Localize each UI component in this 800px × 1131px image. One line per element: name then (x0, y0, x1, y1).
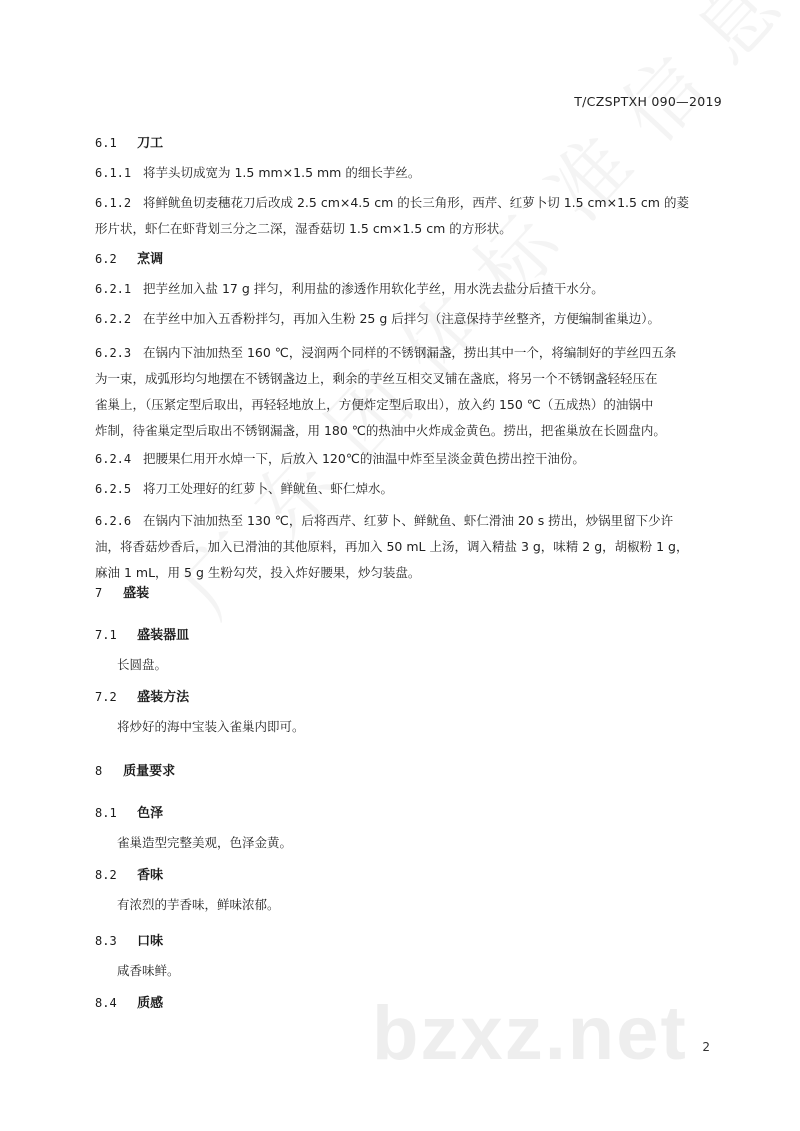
clause-number: 6.1.2 (95, 196, 132, 210)
section-7-heading (95, 580, 709, 607)
clause-number: 6.2.3 (95, 346, 132, 360)
clause-6-2-1 (95, 276, 709, 302)
section-7-2-heading (95, 684, 709, 711)
clause-text: 在芋丝中加入五香粉拌匀，再加入生粉 25 g 后拌匀（注意保持芋丝整齐，方便编制雀巢边）。 (143, 311, 661, 326)
section-title: 盛装 (123, 586, 150, 601)
section-8-3-body: 咸香味鲜。 (117, 963, 180, 978)
clause-number: 6.2.4 (95, 452, 132, 466)
section-title: 香味 (137, 868, 164, 883)
section-8-2-heading (95, 862, 709, 889)
site-watermark: bzxz.net (372, 991, 688, 1076)
clause-6-1-2 (95, 190, 709, 242)
section-title: 盛装方法 (137, 690, 190, 705)
section-number: 8.3 (95, 934, 117, 948)
clause-text: 将刀工处理好的红萝卜、鲜鱿鱼、虾仁焯水。 (143, 481, 394, 496)
section-7-1-heading (95, 622, 709, 649)
section-7-2-body: 将炒好的海中宝装入雀巢内即可。 (117, 719, 305, 734)
section-title: 质量要求 (123, 764, 176, 779)
section-8-3-heading (95, 928, 709, 955)
section-title: 质感 (137, 996, 164, 1011)
section-number: 8.1 (95, 806, 117, 820)
section-6-1-heading (95, 130, 709, 157)
clause-text-line: 在锅内下油加热至 160 ℃，浸润两个同样的不锈钢漏盏，捞出其中一个，将编制好的芋丝四五条 (143, 345, 677, 360)
clause-text-line: 麻油 1 mL，用 5 g 生粉勾芡，投入炸好腰果，炒匀装盘。 (95, 565, 421, 580)
section-number: 7.2 (95, 690, 117, 704)
clause-number: 6.2.5 (95, 482, 132, 496)
clause-number: 6.2.6 (95, 514, 132, 528)
clause-text: 把腰果仁用开水焯一下，后放入 120℃的油温中炸至呈淡金黄色捞出控干油份。 (143, 451, 585, 466)
section-8-heading (95, 758, 709, 785)
clause-text-line: 油，将香菇炒香后，加入已滑油的其他原料，再加入 50 mL 上汤，调入精盐 3 g，味精 2 g，胡椒粉 1 g， (95, 539, 689, 554)
clause-6-2-5 (95, 476, 709, 502)
clause-text-line: 将鲜鱿鱼切麦穗花刀后改成 2.5 cm×4.5 cm 的长三角形，西芹、红萝卜切 1.5 cm×1.5 cm 的菱 (143, 195, 689, 210)
clause-text-line: 形片状，虾仁在虾背划三分之二深，湿香菇切 1.5 cm×1.5 cm 的方形状。 (95, 221, 512, 236)
section-number: 7 (95, 586, 103, 600)
section-8-4-heading (95, 990, 709, 1017)
section-title: 色泽 (137, 806, 164, 821)
page-number: 2 (702, 1040, 710, 1054)
clause-text-line: 炸制，待雀巢定型后取出不锈钢漏盏，用 180 ℃的热油中火炸成金黄色。捞出，把雀巢放在长圆盘内。 (95, 423, 666, 438)
section-title: 烹调 (137, 252, 164, 267)
clause-6-2-3 (95, 340, 709, 444)
section-7-1-body: 长圆盘。 (117, 657, 168, 672)
clause-6-2-4 (95, 446, 709, 472)
clause-6-2-6 (95, 508, 709, 586)
section-title: 口味 (137, 934, 164, 949)
clause-6-2-2 (95, 306, 709, 332)
document-code: T/CZSPTXH 090—2019 (574, 94, 722, 109)
clause-6-1-1 (95, 160, 709, 186)
clause-number: 6.2.2 (95, 312, 132, 326)
clause-number: 6.1.1 (95, 166, 132, 180)
section-title: 盛装器皿 (137, 628, 190, 643)
section-8-2-body: 有浓烈的芋香味，鲜味浓郁。 (117, 897, 280, 912)
clause-number: 6.2.1 (95, 282, 132, 296)
section-8-1-heading (95, 800, 709, 827)
section-number: 6.1 (95, 136, 117, 150)
section-8-1-body: 雀巢造型完整美观，色泽金黄。 (117, 835, 293, 850)
section-title: 刀工 (137, 136, 164, 151)
section-6-2-heading (95, 246, 709, 273)
section-number: 7.1 (95, 628, 117, 642)
clause-text-line: 在锅内下油加热至 130 ℃，后将西芹、红萝卜、鲜鱿鱼、虾仁滑油 20 s 捞出，炒锅里留下少许 (143, 513, 674, 528)
clause-text-line: 为一束，成弧形均匀地摆在不锈钢盏边上，剩余的芋丝互相交叉铺在盏底，将另一个不锈钢盏轻轻压在 (95, 371, 658, 386)
clause-text: 把芋丝加入盐 17 g 拌匀，利用盐的渗透作用软化芋丝，用水洗去盐分后揸干水分。 (143, 281, 604, 296)
section-number: 8.2 (95, 868, 117, 882)
clause-text-line: 雀巢上，（压紧定型后取出，再轻轻地放上，方便炸定型后取出），放入约 150 ℃（五成热）的油锅中 (95, 397, 654, 412)
section-number: 8.4 (95, 996, 117, 1010)
section-number: 6.2 (95, 252, 117, 266)
clause-text: 将芋头切成宽为 1.5 mm×1.5 mm 的细长芋丝。 (143, 165, 421, 180)
section-number: 8 (95, 764, 103, 778)
